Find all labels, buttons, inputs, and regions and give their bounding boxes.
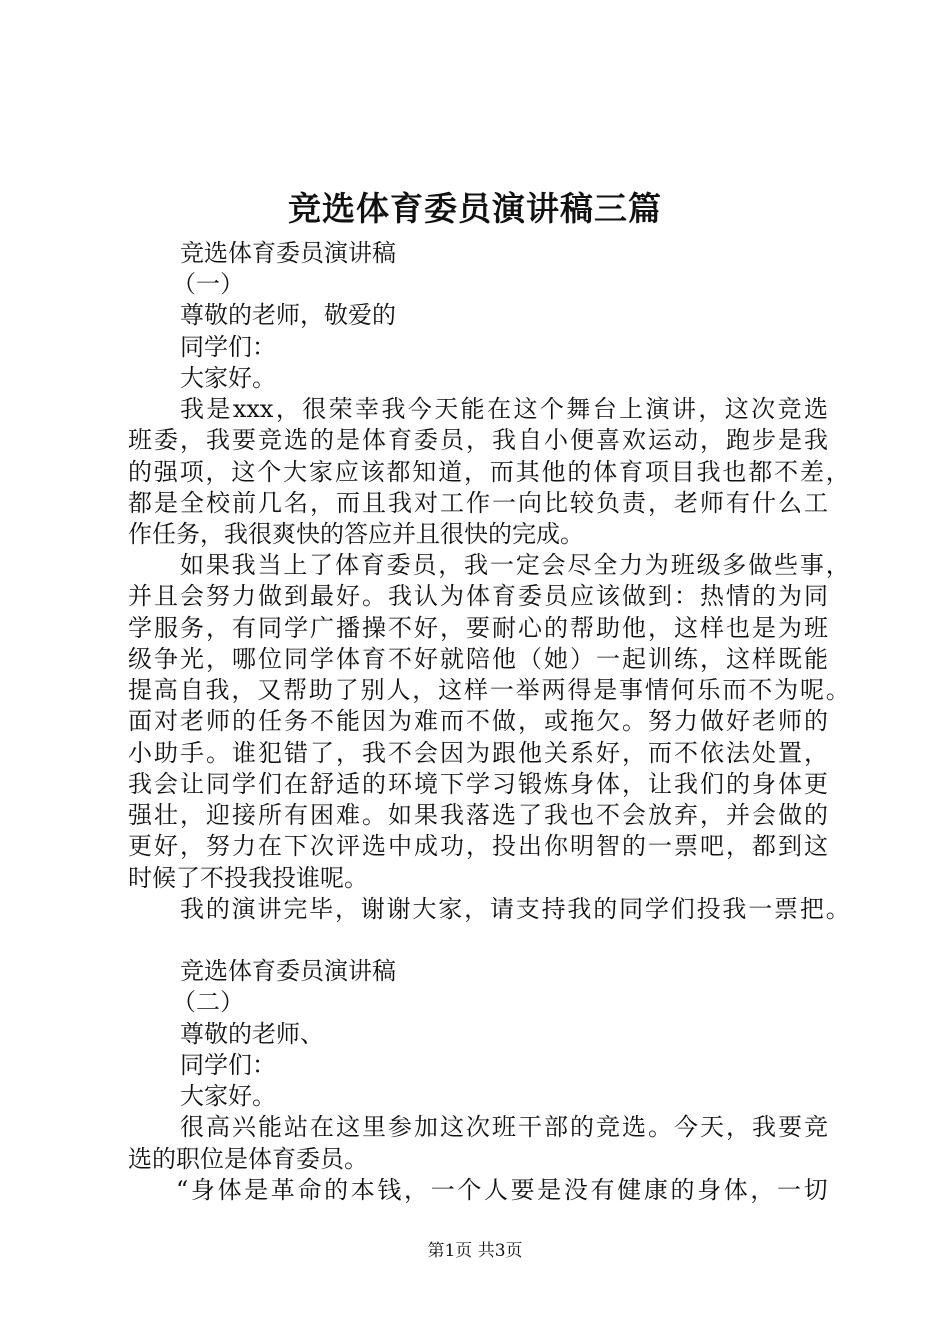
section-heading-1: 竞选体育委员演讲稿 xyxy=(180,239,396,267)
paragraph-line: 选的职位是体育委员。 xyxy=(128,1145,368,1173)
paragraph-line: 更 好 ， 努 力 在 下 次 评 选 中 成 功 ， 投 出 你 明 智 的 一 票 吧 ， 都 到 这 xyxy=(128,832,828,860)
paragraph-line: 如 果 我 当 上 了 体 育 委 员 ， 我 一 定 会 尽 全 力 为 班 级 多 做 些 事 ， xyxy=(180,551,850,579)
paragraph-line: 并 且 会 努 力 做 到 最 好 。 我 认 为 体 育 委 员 应 该 做 到 ： 热 情 的 为 同 xyxy=(128,582,828,610)
paragraph-line: 我 是 xxx ， 很 荣 幸 我 今 天 能 在 这 个 舞 台 上 演 讲 ， 这 次 竞 选 xyxy=(180,395,828,423)
paragraph-line: “ 身 体 是 革 命 的 本 钱 ， 一 个 人 要 是 没 有 健 康 的 身 体 ， 一 切 xyxy=(176,1176,828,1204)
section-number-2: （二） xyxy=(172,988,244,1016)
salutation-line: 同学们： xyxy=(180,1051,276,1079)
paragraph-line: 级 争 光 ， 哪 位 同 学 体 育 不 好 就 陪 他 （ 她 ） 一 起 训 练 ， 这 样 既 能 xyxy=(128,645,828,673)
paragraph-line: 强 壮 ， 迎 接 所 有 困 难 。 如 果 我 落 选 了 我 也 不 会 放 弃 ， 并 会 做 的 xyxy=(128,801,828,829)
paragraph-line: 提 高 自 我 ， 又 帮 助 了 别 人 ， 这 样 一 举 两 得 是 事 情 何 乐 而 不 为 呢 。 xyxy=(128,676,850,704)
paragraph-line: 学 服 务 ， 有 同 学 广 播 操 不 好 ， 要 耐 心 的 帮 助 他 ， 这 样 也 是 为 班 xyxy=(128,614,828,642)
closing-line: 我 的 演 讲 完 毕 ， 谢 谢 大 家 ， 请 支 持 我 的 同 学 们 投 我 一 票 把 。 xyxy=(180,895,850,923)
greeting-line: 大家好。 xyxy=(180,364,276,392)
paragraph-line: 小 助 手 。 谁 犯 错 了 ， 我 不 会 因 为 跟 他 关 系 好 ， 而 不 依 法 处 置 ， xyxy=(128,739,828,767)
salutation-line: 同学们： xyxy=(180,333,276,361)
section-heading-2: 竞选体育委员演讲稿 xyxy=(180,957,396,985)
paragraph-line: 作任务，我很爽快的答应并且很快的完成。 xyxy=(128,520,584,548)
paragraph-line: 我 会 让 同 学 们 在 舒 适 的 环 境 下 学 习 锻 炼 身 体 ， 让 我 们 的 身 体 更 xyxy=(128,770,828,798)
page-footer: 第1页 共3页 xyxy=(427,1241,523,1261)
paragraph-line: 很 高 兴 能 站 在 这 里 参 加 这 次 班 干 部 的 竞 选 。 今 天 ， 我 要 竞 xyxy=(180,1113,828,1141)
paragraph-line: 都 是 全 校 前 几 名 ， 而 且 我 对 工 作 一 向 比 较 负 责 ， 老 师 有 什 么 工 xyxy=(128,489,828,517)
document-title: 竞选体育委员演讲稿三篇 xyxy=(288,189,662,228)
salutation-line: 尊敬的老师、 xyxy=(180,1020,324,1048)
salutation-line: 尊敬的老师，敬爱的 xyxy=(180,301,396,329)
greeting-line: 大家好。 xyxy=(180,1082,276,1110)
paragraph-line: 时候了不投我投谁呢。 xyxy=(128,864,368,892)
paragraph-line: 的 强 项 ， 这 个 大 家 应 该 都 知 道 ， 而 其 他 的 体 育 项 目 我 也 都 不 差 ， xyxy=(128,458,850,486)
section-number-1: （一） xyxy=(172,270,244,298)
paragraph-line: 面 对 老 师 的 任 务 不 能 因 为 难 而 不 做 ， 或 拖 欠 。 努 力 做 好 老 师 的 xyxy=(128,707,828,735)
paragraph-line: 班 委 ， 我 要 竞 选 的 是 体 育 委 员 ， 我 自 小 便 喜 欢 运 动 ， 跑 步 是 我 xyxy=(128,426,828,454)
